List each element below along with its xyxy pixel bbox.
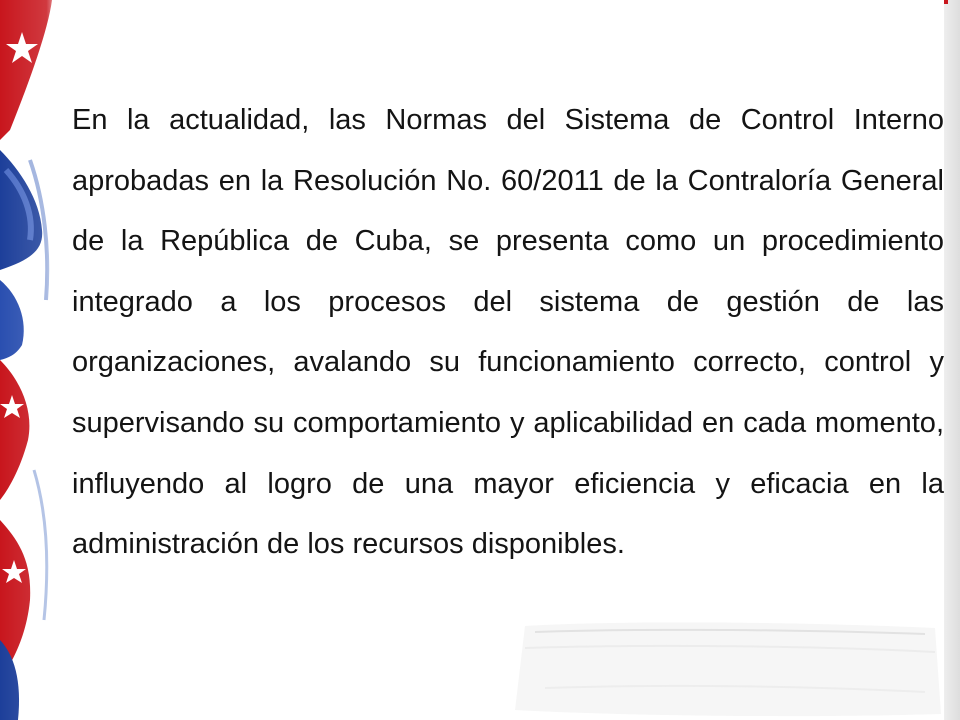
body-paragraph: En la actualidad, las Normas del Sistema de Control Interno aprobadas en la Resolución No. 60/2011 de la Contraloría General de la República de Cuba, se presenta como un procedimiento integrado a los procesos del sistema de gestión de las organizaciones, avalando su funcionamiento correcto, control y supervisando su comportamiento y aplicabilidad en cada momento, influyendo al logro de una mayor eficiencia y eficacia en la administración de los recursos disponibles. [72, 104, 944, 561]
brush-stroke-decoration [505, 618, 945, 720]
main-content [72, 90, 944, 575]
right-edge-border [944, 0, 960, 720]
corner-mark [944, 0, 948, 4]
cuban-flag-decoration [0, 0, 62, 720]
